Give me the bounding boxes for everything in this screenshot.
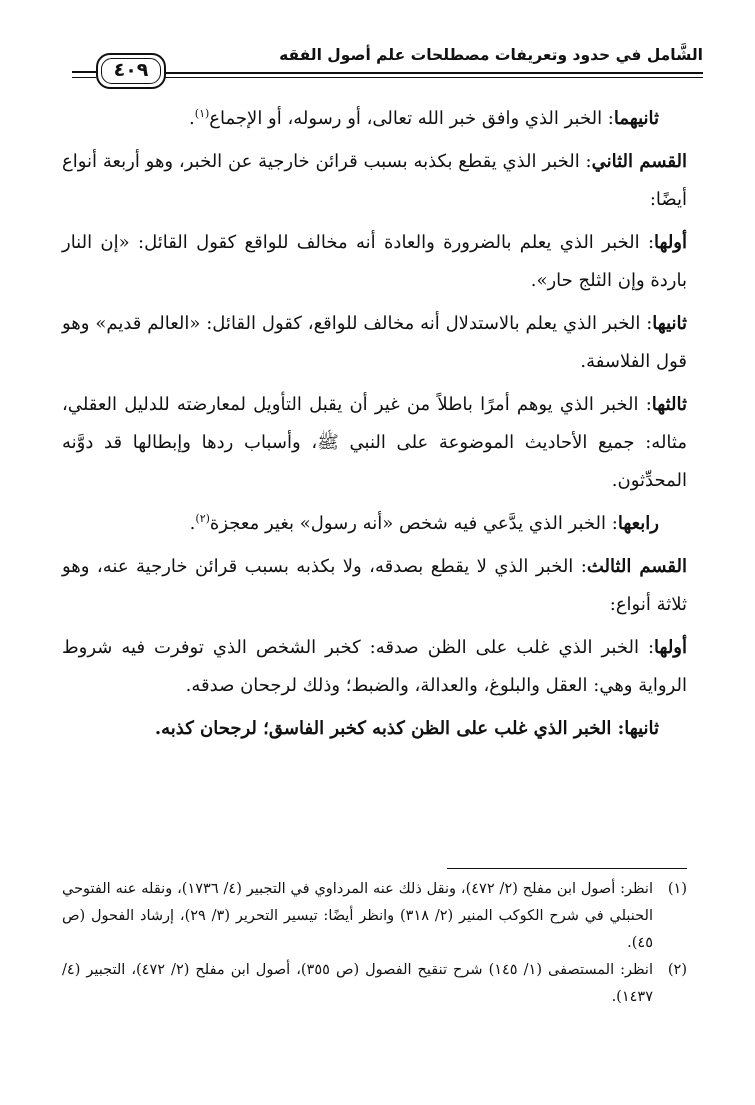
running-header xyxy=(72,42,703,92)
header-rule-tail xyxy=(72,71,96,73)
paragraph-lead: أولها xyxy=(654,232,687,253)
paragraph-lead: ثانيها xyxy=(624,718,659,739)
footnotes xyxy=(62,876,687,1011)
footnote-text: انظر: المستصفى (١/ ١٤٥) شرح تنقيح الفصول (ص ٣٥٥)، أصول ابن مفلح (٢/ ٤٧٢)، التجبير (٤/ ١٤٣٧). xyxy=(62,962,653,1005)
main-text xyxy=(62,100,687,753)
header-rule xyxy=(164,72,703,74)
paragraph xyxy=(62,505,687,543)
footnote-marker[interactable]: (١) xyxy=(194,107,210,120)
footnote xyxy=(62,876,687,957)
paragraph-text: : الخبر الذي لا يقطع بصدقه، ولا بكذبه بسبب قرائن خارجية عنه، وهو ثلاثة أنواع: xyxy=(62,556,687,615)
paragraph-tail: . xyxy=(189,513,196,534)
footnote-text: انظر: أصول ابن مفلح (٢/ ٤٧٢)، ونقل ذلك عنه المرداوي في التجبير (٤/ ١٧٣٦)، ونقله عنه الفتوحي الحنبلي في شرح الكوكب المنير (٢/ ٣١٨) وانظر أيضًا: تيسير التحرير (٣/ ٢٩)، إرشاد الفحول (ص ٤٥). xyxy=(62,881,654,951)
paragraph-bold xyxy=(62,710,687,748)
paragraph-lead: أولها xyxy=(654,637,687,658)
paragraph-text: : الخبر الذي يدَّعي فيه شخص «أنه رسول» بغير معجزة xyxy=(209,513,618,534)
header-rule-thin xyxy=(164,77,703,78)
paragraph xyxy=(62,386,687,500)
paragraph-text: : الخبر الذي غلب على الظن صدقه: كخبر الشخص الذي توفرت فيه شروط الرواية وهي: العقل والبلوغ، والعدالة، والضبط؛ وذلك لرجحان صدقه. xyxy=(62,637,687,696)
footnote-separator xyxy=(447,868,687,869)
paragraph-text: : الخبر الذي يقطع بكذبه بسبب قرائن خارجية عن الخبر، وهو أربعة أنواع أيضًا: xyxy=(62,151,687,210)
paragraph xyxy=(62,305,687,381)
paragraph-text: : الخبر الذي غلب على الظن كذبه كخبر الفاسق؛ لرجحان كذبه. xyxy=(154,718,625,739)
page-number: ٤٠٩ xyxy=(113,59,149,81)
footnote-marker[interactable]: (٢) xyxy=(195,512,210,525)
paragraph-text: : الخبر الذي وافق خبر الله تعالى، أو رسوله، أو الإجماع xyxy=(209,108,614,129)
paragraph xyxy=(62,548,687,624)
paragraph-text: : الخبر الذي يعلم بالاستدلال أنه مخالف للواقع، كقول القائل: «العالم قديم» وهو قول الفلاسفة. xyxy=(62,313,687,372)
page-number-frame xyxy=(96,53,166,89)
paragraph-lead: ثانيها xyxy=(652,313,687,334)
paragraph xyxy=(62,143,687,219)
paragraph-text: : الخبر الذي يوهم أمرًا باطلاً من غير أن يقبل التأويل لمعارضته للدليل العقلي، مثاله: جميع الأحاديث الموضوعة على النبي ﷺ، وأسباب ردها وإبطالها قد دوَّنه المحدِّثون. xyxy=(62,394,687,491)
footnote-number: (١) xyxy=(667,881,687,897)
paragraph xyxy=(62,629,687,705)
footnote-number: (٢) xyxy=(667,962,687,978)
header-rule-tail-thin xyxy=(72,77,96,78)
paragraph-lead: القسم الثالث xyxy=(586,556,687,577)
paragraph-lead: ثالثها xyxy=(651,394,687,415)
paragraph xyxy=(62,224,687,300)
paragraph-text: : الخبر الذي يعلم بالضرورة والعادة أنه مخالف للواقع كقول القائل: «إن النار باردة وإن الثلج حار». xyxy=(62,232,687,291)
running-title: الشَّامل في حدود وتعريفات مصطلحات علم أصول الفقه xyxy=(279,46,703,64)
paragraph-lead: رابعها xyxy=(617,513,659,534)
paragraph-tail: . xyxy=(189,108,195,129)
footnote xyxy=(62,957,687,1011)
paragraph-lead: ثانيهما xyxy=(613,108,659,129)
paragraph-lead: القسم الثاني xyxy=(591,151,687,172)
paragraph xyxy=(62,100,687,138)
